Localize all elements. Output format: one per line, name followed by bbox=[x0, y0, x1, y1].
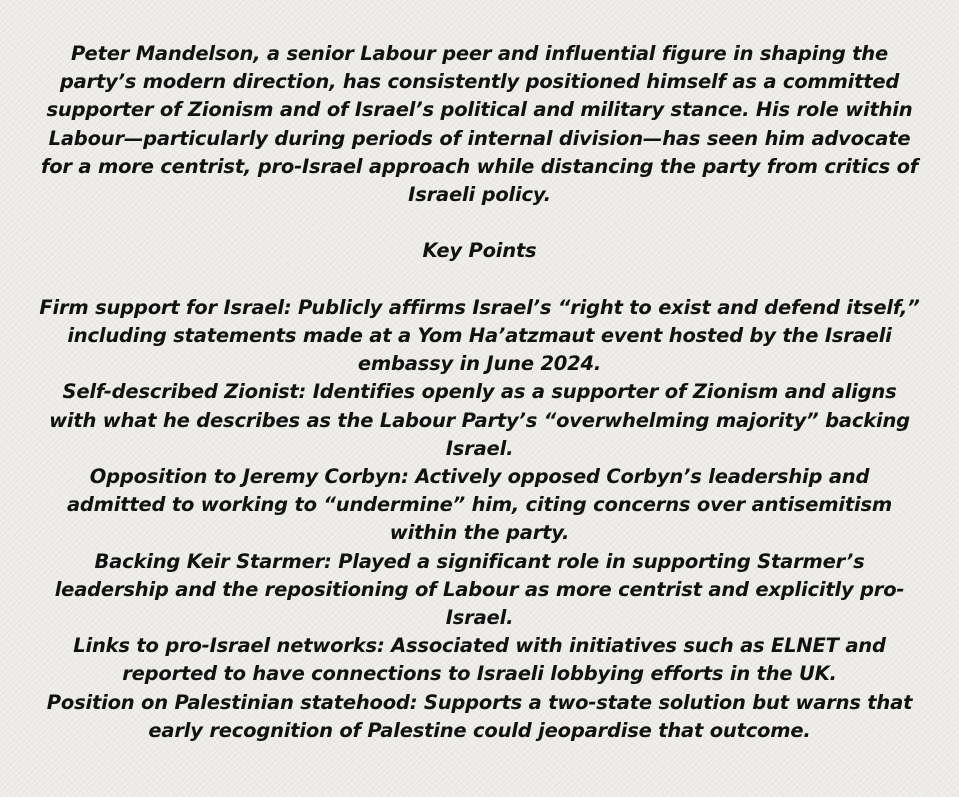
key-point-line: Israel. bbox=[445, 606, 514, 630]
intro-line: Peter Mandelson, a senior Labour peer and influential figure in shaping the bbox=[70, 42, 889, 65]
key-point-line: leadership and the repositioning of Labour as more centrist and explicitly pro- bbox=[54, 577, 905, 601]
key-point-line: reported to have connections to Israeli lobbying efforts in the UK. bbox=[122, 662, 837, 686]
key-point-line: Self-described Zionist: Identifies openly as a supporter of Zionism and aligns bbox=[62, 380, 897, 404]
key-point-line: including statements made at a Yom Ha’atzmaut event hosted by the Israeli bbox=[67, 324, 892, 347]
intro-paragraph bbox=[30, 40, 929, 209]
key-point-line: Opposition to Jeremy Corbyn: Actively opposed Corbyn’s leadership and bbox=[89, 465, 870, 489]
key-point-line: Backing Keir Starmer: Played a significant role in supporting Starmer’s bbox=[94, 549, 865, 573]
key-point-line: embassy in June 2024. bbox=[357, 352, 602, 376]
key-point-line: early recognition of Palestine could jeopardise that outcome. bbox=[148, 718, 811, 742]
intro-line: supporter of Zionism and of Israel’s political and military stance. His role within bbox=[46, 98, 913, 122]
key-point-item bbox=[30, 632, 929, 688]
key-points-heading: Key Points bbox=[422, 239, 537, 263]
key-point-item bbox=[30, 294, 929, 379]
key-point-line: Links to pro-Israel networks: Associated with initiatives such as ELNET and bbox=[73, 634, 886, 658]
intro-line: party’s modern direction, has consistently positioned himself as a committed bbox=[59, 70, 900, 94]
key-point-item bbox=[30, 378, 929, 463]
key-point-line: Position on Palestinian statehood: Supports a two-state solution but warns that bbox=[46, 690, 913, 714]
key-point-line: Firm support for Israel: Publicly affirms Israel’s “right to exist and defend itself,” bbox=[39, 295, 920, 319]
key-point-line: within the party. bbox=[389, 521, 570, 545]
intro-line: Labour—particularly during periods of internal division—has seen him advocate bbox=[48, 126, 911, 150]
intro-line: for a more centrist, pro-Israel approach while distancing the party from critics of bbox=[40, 154, 919, 178]
intro-line: Israeli policy. bbox=[408, 183, 551, 207]
key-point-item bbox=[30, 548, 929, 633]
spacer bbox=[30, 209, 929, 237]
key-point-item bbox=[30, 689, 929, 745]
key-point-line: with what he describes as the Labour Party’s “overwhelming majority” backing bbox=[49, 408, 910, 432]
key-point-item bbox=[30, 463, 929, 548]
spacer bbox=[30, 266, 929, 294]
key-point-line: admitted to working to “undermine” him, citing concerns over antisemitism bbox=[66, 493, 893, 517]
key-point-line: Israel. bbox=[445, 436, 514, 460]
key-points-list bbox=[30, 294, 929, 745]
